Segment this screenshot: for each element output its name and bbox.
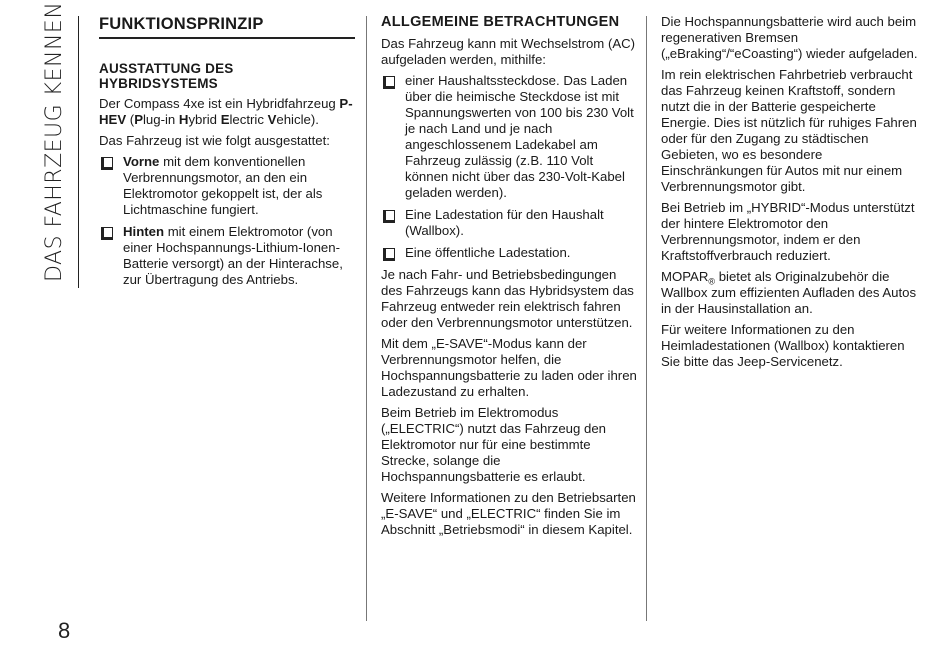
paragraph: Mit dem „E-SAVE“-Modus kann der Verbrennungsmotor helfen, die Hochspannungsbatterie zu laden oder ihren Ladezustand zu erhalten. — [381, 336, 637, 399]
column-divider-2 — [646, 16, 647, 621]
column-2 — [381, 14, 637, 543]
paragraph: Die Hochspannungsbatterie wird auch beim regenerativen Bremsen („eBraking“/“eCoasting“) wieder aufgeladen. — [661, 14, 918, 61]
intro-paragraph — [99, 96, 355, 128]
page-number: 8 — [58, 618, 71, 643]
section-title-allgemeine-betrachtungen: ALLGEMEINE BETRACHTUNGEN — [381, 14, 620, 30]
item-label-hinten: Hinten — [123, 224, 165, 239]
intro-paren: ( — [126, 112, 135, 127]
list-item — [381, 207, 637, 239]
section-title-funktionsprinzip: FUNKTIONSPRINZIP — [99, 14, 355, 39]
acronym-word-plug-in: lug-in — [142, 112, 179, 127]
paragraph: Beim Betrieb im Elektromodus („ELECTRIC“) nutzt das Fahrzeug den Elektromotor nur für eine bestimmte Strecke, solange die Hochspannungsbatterie es erlaubt. — [381, 405, 607, 484]
registered-mark: ® — [708, 276, 716, 287]
item-text: einer Haushaltssteckdose. Das Laden über die heimische Steckdose ist mit Spannungswerten von 100 bis 230 Volt je nach Land und je nach angeschlossenem Ladekabel am Fahrzeug zulässig (z.B. 110 Volt können nicht über das 230-Volt-Kabel geladen werden). — [405, 73, 634, 200]
item-text: Eine öffentliche Ladestation. — [405, 245, 571, 260]
paragraph-mopar — [661, 269, 923, 317]
item-text: mit dem konventionellen Verbrennungsmotor, an den ein Elektromotor gekoppelt ist, der als Lichtmaschine fungiert. — [123, 154, 323, 217]
brand-name: MOPAR — [661, 269, 709, 284]
checkbox-bullet-icon — [383, 76, 395, 89]
checkbox-bullet-icon — [101, 157, 113, 170]
item-text: Eine Ladestation für den Haushalt (Wallbox). — [405, 207, 604, 238]
subsection-title-hybridsystem: AUSSTATTUNG DES HYBRIDSYSTEMS — [99, 61, 234, 91]
paragraph: Das Fahrzeug kann mit Wechselstrom (AC) aufgeladen werden, mithilfe: — [381, 36, 636, 67]
acronym-word-electric: lectric — [229, 112, 268, 127]
item-text: mit einem Elektromotor (von einer Hochspannungs-Lithium-Ionen-Batterie versorgt) an der Hinterachse, zur Übertragung des Antriebs. — [123, 224, 343, 287]
acronym-letter-p: P — [134, 112, 143, 127]
list-item — [99, 224, 355, 288]
paragraph-text: bietet als Originalzubehör die Wallbox zum effizienten Aufladen des Autos in der Hausinstallation an. — [661, 269, 917, 316]
acronym-letter-e: E — [220, 112, 230, 127]
side-chapter-title: DAS FAHRZEUG KENNEN — [42, 1, 67, 282]
acronym-letter-v: V — [267, 112, 277, 127]
equipment-intro: Das Fahrzeug ist wie folgt ausgestattet: — [99, 133, 330, 148]
acronym-word-hybrid: ybrid — [188, 112, 221, 127]
column-3 — [661, 14, 923, 375]
acronym-letter-h: H — [178, 112, 189, 127]
acronym-word-vehicle: ehicle). — [276, 112, 319, 127]
side-title-rule — [78, 16, 79, 288]
list-item — [381, 73, 637, 201]
checkbox-bullet-icon — [383, 210, 395, 223]
checkbox-bullet-icon — [101, 227, 113, 240]
checkbox-bullet-icon — [383, 248, 395, 261]
paragraph: Weitere Informationen zu den Betriebsarten „E-SAVE“ und „ELECTRIC“ finden Sie im Abschnitt „Betriebsmodi“ in diesem Kapitel. — [381, 490, 636, 537]
item-label-vorne: Vorne — [123, 154, 160, 169]
paragraph: Für weitere Informationen zu den Heimladestationen (Wallbox) kontaktieren Sie bitte das Jeep-Servicenetz. — [661, 322, 905, 369]
paragraph: Bei Betrieb im „HYBRID“-Modus unterstützt der hintere Elektromotor den Verbrennungsmotor, indem er den Kraftstoffverbrauch reduziert. — [661, 200, 915, 263]
intro-text: Der Compass 4xe ist ein Hybridfahrzeug — [99, 96, 336, 111]
paragraph: Je nach Fahr- und Betriebsbedingungen des Fahrzeugs kann das Hybridsystem das Fahrzeug entweder rein elektrisch fahren oder den Verbrennungsmotor unterstützen. — [381, 267, 634, 330]
column-divider-1 — [366, 16, 367, 621]
column-1 — [99, 14, 355, 294]
list-item — [381, 245, 637, 261]
intro-code: P-HEV — [99, 96, 353, 127]
paragraph: Im rein elektrischen Fahrbetrieb verbraucht das Fahrzeug keinen Kraftstoff, sondern nutzt die in der Batterie gespeicherte Energie. Dies ist nützlich für ruhiges Fahren oder für den Zugang zu städtischen Gebieten, wo es besondere Einschränkungen für Autos mit nur einem Verbrennungsmotor gibt. — [661, 67, 917, 194]
list-item — [99, 154, 355, 218]
